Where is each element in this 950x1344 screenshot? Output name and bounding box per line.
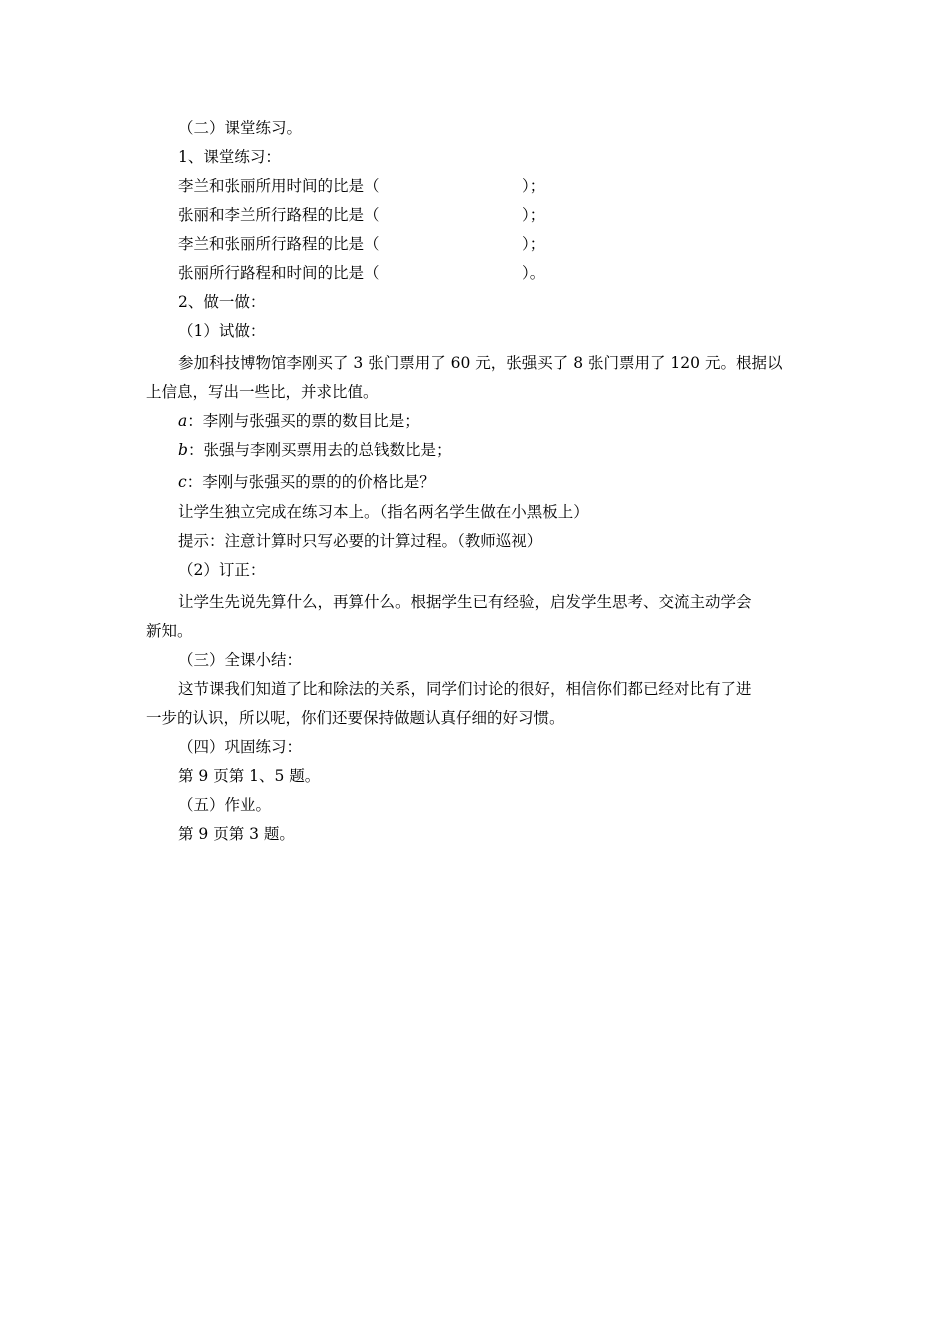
part-c-text: ：李刚与张强买的票的的价格比是？ xyxy=(186,473,435,491)
independent-work: 让学生独立完成在练习本上。（指名两名学生做在小黑板上） xyxy=(178,503,589,521)
part-c xyxy=(178,472,435,492)
problem-line-1: 参加科技博物馆李刚买了 3 张门票用了 60 元，张强买了 8 张门票用了 120 元。根据以 xyxy=(178,354,783,372)
sub-heading-try: （1）试做： xyxy=(178,322,266,340)
question-4-close: ）。 xyxy=(522,264,546,282)
part-a-text: ：李刚与张强买的票的数目比是； xyxy=(187,412,420,430)
question-3: 李兰和张丽所行路程的比是（ xyxy=(178,235,380,253)
question-3-close: ）； xyxy=(522,235,546,253)
part-b-label: b xyxy=(178,441,188,459)
sub-heading-correct: （2）订正： xyxy=(178,561,266,579)
part-a-label: a xyxy=(178,412,188,430)
question-2: 张丽和李兰所行路程的比是（ xyxy=(178,206,380,224)
question-4: 张丽所行路程和时间的比是（ xyxy=(178,264,380,282)
summary-line-1: 这节课我们知道了比和除法的关系，同学们讨论的很好，相信你们都已经对比有了进 xyxy=(178,680,752,698)
part-b-text: ：张强与李刚买票用去的总钱数比是； xyxy=(187,441,452,459)
section-heading-classroom-practice: （二）课堂练习。 xyxy=(178,119,303,137)
problem-line-2: 上信息，写出一些比，并求比值。 xyxy=(146,383,379,401)
consolidate-body: 第 9 页第 1、5 题。 xyxy=(178,767,321,785)
question-1: 李兰和张丽所用时间的比是（ xyxy=(178,177,380,195)
homework-body: 第 9 页第 3 题。 xyxy=(178,825,295,843)
section-heading-summary: （三）全课小结： xyxy=(178,651,303,669)
question-1-close: ）； xyxy=(522,177,546,195)
section-heading-homework: （五）作业。 xyxy=(178,796,272,814)
correct-line-2: 新知。 xyxy=(146,622,193,640)
item-do-it: 2、做一做： xyxy=(178,293,266,311)
item-classroom-practice: 1、课堂练习： xyxy=(178,148,281,166)
question-2-close: ）； xyxy=(522,206,546,224)
section-heading-consolidate: （四）巩固练习： xyxy=(178,738,303,756)
correct-line-1: 让学生先说先算什么，再算什么。根据学生已有经验，启发学生思考、交流主动学会 xyxy=(178,593,752,611)
part-c-label: c xyxy=(178,473,187,491)
part-b xyxy=(178,440,451,460)
part-a xyxy=(178,411,420,431)
summary-line-2: 一步的认识，所以呢，你们还要保持做题认真仔细的好习惯。 xyxy=(146,709,565,727)
hint: 提示：注意计算时只写必要的计算过程。（教师巡视） xyxy=(178,532,543,550)
